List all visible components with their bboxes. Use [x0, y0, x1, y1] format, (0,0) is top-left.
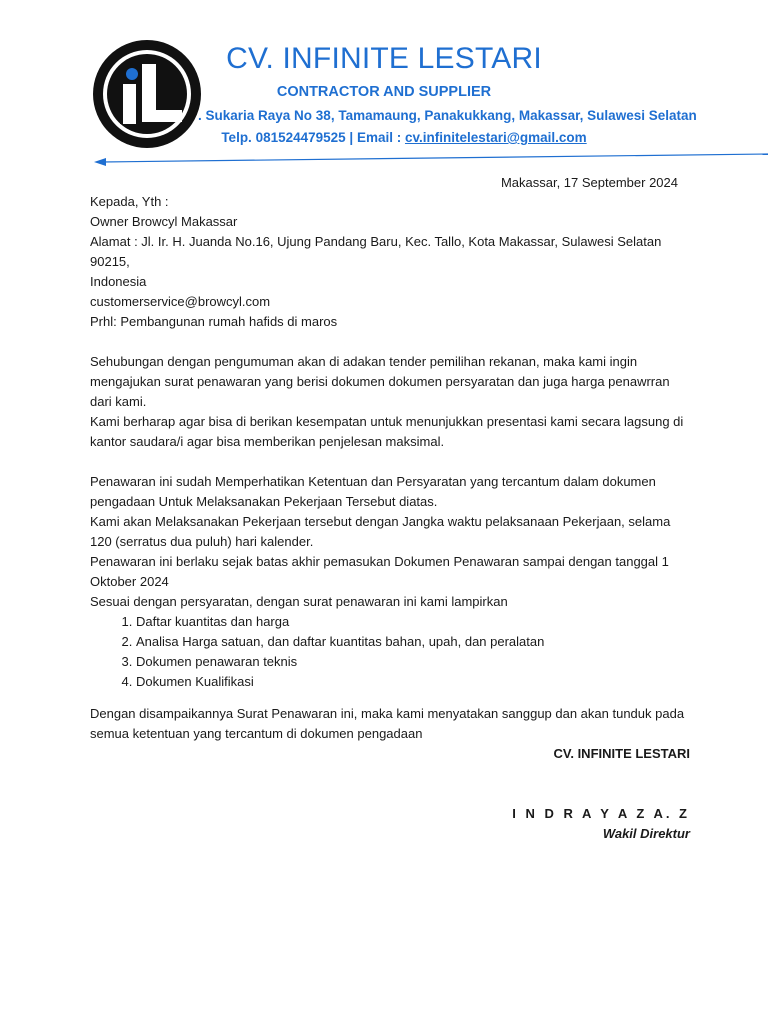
recipient-address-line1: Alamat : Jl. Ir. H. Juanda No.16, Ujung Pandang Baru, Kec. Tallo, Kota Makassar, Sulawesi Selatan 90215, — [90, 234, 662, 269]
paragraph-validity: Penawaran ini berlaku sejak batas akhir pemasukan Dokumen Penawaran sampai dengan tanggal 1 Oktober 2024 — [90, 554, 669, 589]
company-tagline: CONTRACTOR AND SUPPLIER — [276, 84, 492, 100]
letter-date: Makassar, 17 September 2024 — [500, 175, 678, 190]
list-item: 1. Daftar kuantitas dan harga — [136, 612, 690, 632]
contact-phone: Telp. 081524479525 | Email : — [221, 130, 405, 145]
company-contact — [180, 128, 628, 148]
signature-title: Wakil Direktur — [602, 826, 690, 841]
letter-body — [90, 192, 690, 844]
company-address: . Sukaria Raya No 38, Tamamaung, Panakukkang, Makassar, Sulawesi Selatan — [198, 108, 697, 123]
paragraph-terms: Penawaran ini sudah Memperhatikan Ketentuan dan Persyaratan yang tercantum dalam dokumen pengadaan Untuk Melaksanakan Pekerjaan Tersebut diatas. — [90, 474, 656, 509]
paragraph-closing: Dengan disampaikannya Surat Penawaran ini, maka kami menyatakan sanggup dan akan tunduk pada semua ketentuan yang tercantum di dokumen pengadaan — [90, 706, 685, 741]
signature-company: CV. INFINITE LESTARI — [553, 746, 690, 761]
list-item: 2. Analisa Harga satuan, dan daftar kuantitas bahan, upah, dan peralatan — [136, 632, 690, 652]
recipient-name: Owner Browcyl Makassar — [90, 214, 238, 229]
attachments-list — [90, 612, 690, 692]
header-divider — [94, 152, 768, 170]
recipient-address-line2: Indonesia — [90, 274, 147, 289]
recipient-salutation: Kepada, Yth : — [90, 194, 169, 209]
paragraph-attachments-intro: Sesuai dengan persyaratan, dengan surat penawaran ini kami lampirkan — [90, 594, 508, 609]
paragraph-duration: Kami akan Melaksanakan Pekerjaan tersebut dengan Jangka waktu pelaksanaan Pekerjaan, selama 120 (serratus dua puluh) hari kalender. — [90, 514, 671, 549]
company-name: CV. INFINITE LESTARI — [226, 42, 542, 75]
recipient-address — [90, 232, 690, 292]
list-item: 4. Dokumen Kualifikasi — [136, 672, 690, 692]
signature-name: I N D R A Y A Z A. Z — [512, 806, 690, 821]
recipient-email: customerservice@browcyl.com — [90, 294, 271, 309]
letter-subject: Prhl: Pembangunan rumah hafids di maros — [90, 314, 338, 329]
paragraph-intro: Sehubungan dengan pengumuman akan di adakan tender pemilihan rekanan, maka kami ingin mengajukan surat penawaran yang berisi dokumen dokumen persyaratan dan juga harga penawrran dari kami. — [90, 354, 670, 409]
paragraph-request: Kami berharap agar bisa di berikan kesempatan untuk menunjukkan presentasi kami secara lagsung di kantor saudara/i agar bisa memberikan penjelesan maksimal. — [90, 414, 684, 449]
list-item: 3. Dokumen penawaran teknis — [136, 652, 690, 672]
company-email-link[interactable]: cv.infinitelestari@gmail.com — [404, 130, 587, 145]
